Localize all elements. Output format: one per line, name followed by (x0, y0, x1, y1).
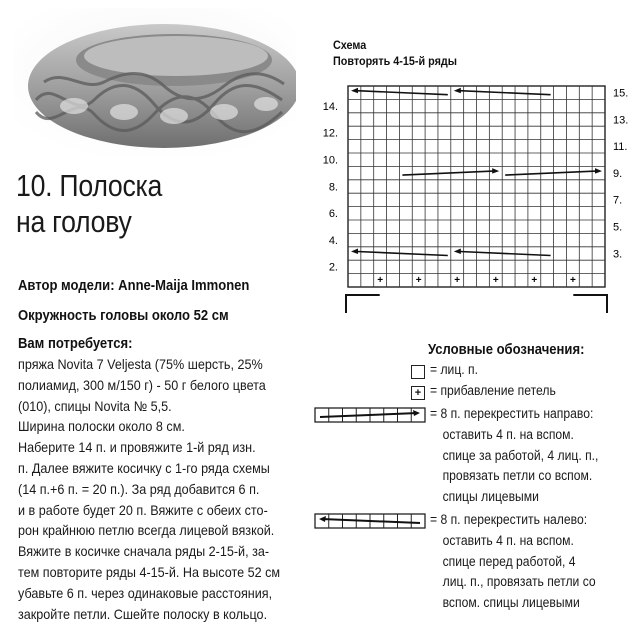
row-label-left: 8. (328, 181, 338, 194)
schema-title: Схема (333, 38, 367, 52)
instruction-line: рон крайнюю петлю всегда лицевой вязкой. (18, 522, 275, 539)
legend-line: спице перед работой, 4 (442, 553, 576, 569)
schema-heading (333, 37, 457, 69)
legend-line: = 8 п. перекрестить направо: (430, 406, 594, 421)
empty-square-icon (411, 365, 425, 379)
plus-mark: + (531, 275, 538, 287)
legend-cable-right (430, 404, 598, 508)
title-line-2: на голову (16, 204, 132, 239)
row-label-right: 11. (613, 141, 628, 154)
legend-line: спице за работой, 4 лиц. п., (442, 447, 599, 463)
cable-right-icon (314, 407, 426, 423)
instruction-line: Ширина полоски около 8 см. (18, 418, 185, 435)
pattern-title (16, 168, 162, 240)
legend-line: спицы лицевыми (442, 489, 539, 505)
instruction-line: закройте петли. Сшейте полоску в кольцо. (18, 605, 268, 622)
row-labels-right (613, 87, 628, 260)
legend-line: вспом. спицы лицевыми (442, 595, 580, 611)
row-label-right: 7. (613, 194, 623, 207)
legend-cable-left (430, 510, 596, 614)
chart-grid (346, 86, 607, 313)
plus-mark: + (492, 275, 499, 287)
row-label-left: 12. (322, 127, 338, 140)
row-label-right: 15. (613, 87, 629, 100)
needs-heading: Вам потребуется: (18, 336, 133, 352)
legend-line: провязать петли со вспом. (442, 468, 593, 484)
left-bracket (346, 295, 380, 313)
plus-mark: + (569, 275, 576, 287)
legend-line: = 8 п. перекрестить налево: (430, 512, 588, 527)
instruction-line: полиамид, 300 м/150 г) - 50 г белого цвета (18, 376, 266, 393)
row-label-right: 13. (613, 114, 629, 127)
instruction-line: и в работе будет 20 п. Вяжите с обеих сто- (18, 501, 268, 518)
author-line: Автор модели: Anne-Maija Immonen (18, 278, 250, 294)
cable-left-icon (314, 513, 426, 529)
row-label-left: 2. (328, 261, 338, 274)
row-label-left: 4. (328, 234, 338, 247)
instruction-line: (010), спицы Novita № 5,5. (18, 397, 172, 414)
instruction-line: пряжа Novita 7 Veljesta (75% шерсть, 25% (18, 356, 263, 372)
legend-title: Условные обозначения: (428, 342, 585, 358)
headband-photo (14, 8, 296, 156)
plus-mark: + (415, 275, 422, 287)
legend-line: оставить 4 п. на вспом. (442, 532, 574, 548)
instruction-line: (14 п.+6 п. = 20 п.). За ряд добавится 6 п. (18, 480, 260, 497)
instructions-text (18, 354, 315, 624)
row-label-left: 6. (328, 208, 338, 221)
instruction-line: Наберите 14 п. и провяжите 1-й ряд изн. (18, 439, 256, 456)
row-label-right: 3. (613, 248, 623, 261)
legend-increase: = прибавление петель (430, 383, 556, 398)
instruction-line: Вяжите в косичке сначала ряды 2-15-й, за- (18, 543, 270, 560)
row-label-right: 5. (613, 221, 623, 234)
title-line-1: 10. Полоска (16, 168, 163, 203)
row-labels-left (323, 101, 338, 274)
legend-line: оставить 4 п. на вспом. (442, 426, 574, 442)
plus-mark: + (377, 275, 384, 287)
right-bracket (573, 295, 607, 313)
instruction-line: тем повторите ряды 4-15-й. На высоте 52 см (18, 563, 281, 580)
row-label-left: 10. (322, 154, 338, 167)
size-line: Окружность головы около 52 см (18, 308, 229, 324)
schema-subtitle: Повторять 4-15-й ряды (333, 54, 457, 68)
row-label-left: 14. (322, 100, 338, 113)
plus-mark: + (454, 275, 461, 287)
instruction-line: п. Далее вяжите косичку с 1-го ряда схемы (18, 459, 270, 476)
plus-square-icon: + (411, 386, 425, 400)
knitting-chart (300, 80, 640, 320)
legend-line: лиц. п., провязать петли со (442, 574, 596, 590)
instruction-line: убавьте 6 п. через одинаковые расстояния, (18, 584, 273, 601)
row-label-right: 9. (613, 167, 623, 180)
legend-knit: = лиц. п. (430, 362, 479, 377)
